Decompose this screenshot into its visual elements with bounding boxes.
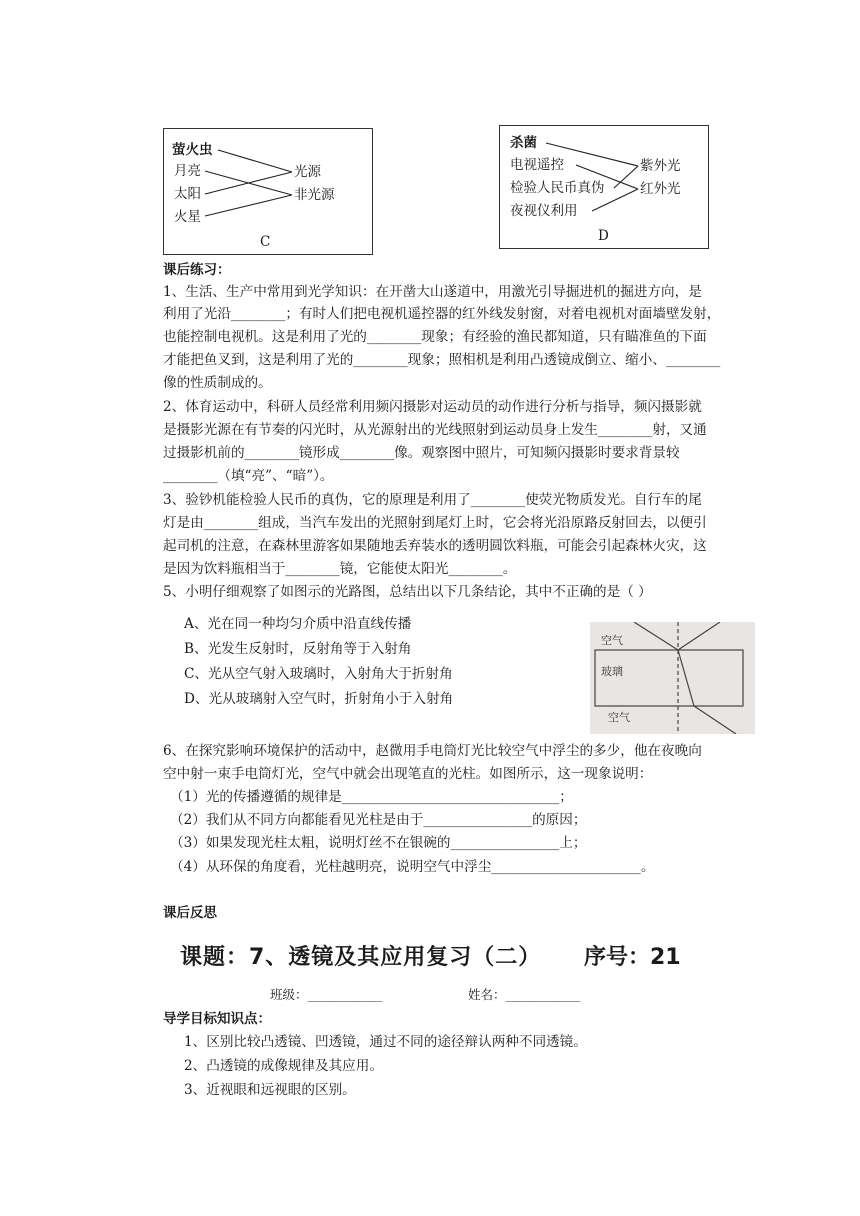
- goal-2: 2、凸透镜的成像规律及其应用。: [184, 1058, 383, 1074]
- goal-3: 3、近视眼和远视眼的区别。: [184, 1082, 356, 1098]
- q6-sub-3: （3）如果发现光柱太粗，说明灯丝不在银碗的________________上；: [170, 835, 587, 851]
- figure-label-glass: 玻璃: [601, 665, 623, 678]
- reflection-heading: 课后反思: [163, 905, 217, 921]
- homework-line-11: 灯是由________组成，当汽车发出的光照射到尾灯上时，它会将光沿原路反射回去，以便引: [163, 515, 707, 531]
- lesson-title: 课题：7、透镜及其应用复习（二）: [180, 945, 542, 970]
- class-field: 班级：____________: [270, 987, 383, 1002]
- q6-line-2: 空中射一束手电筒灯光，空气中就会出现笔直的光柱。如图所示，这一现象说明：: [163, 766, 653, 782]
- lesson-serial: 序号：21: [584, 945, 681, 970]
- diagram-c-left-1: 月亮: [174, 163, 201, 179]
- q6-sub-1: （1）光的传播遵循的规律是________________________________；: [170, 789, 573, 805]
- homework-line-6: 2、体育运动中，科研人员经常利用频闪摄影对运动员的动作进行分析与指导，频闪摄影就: [163, 399, 702, 415]
- diagram-c-right-1: 光源: [294, 164, 321, 180]
- diagram-d-left-3: 夜视仪利用: [510, 203, 578, 219]
- goal-1: 1、区别比较凸透镜、凹透镜，通过不同的途径辩认两种不同透镜。: [184, 1034, 587, 1050]
- diagram-c-left-3: 火星: [174, 209, 201, 225]
- name-field: 姓名：____________: [468, 987, 581, 1002]
- diagram-c-right-2: 非光源: [294, 187, 335, 203]
- homework-line-3: 也能控制电视机。这是利用了光的________现象；有经验的渔民都知道，只有瞄准鱼的下面: [163, 329, 707, 345]
- diagram-d-lines: [0, 0, 860, 260]
- homework-line-10: 3、验钞机能检验人民币的真伪，它的原理是利用了________使荧光物质发光。自行车的尾: [163, 492, 702, 508]
- homework-line-5: 像的性质制成的。: [163, 375, 272, 391]
- goals-heading: 导学目标知识点：: [163, 1011, 271, 1027]
- diagram-d-header: 杀菌: [510, 135, 537, 151]
- homework-line-9: ________（填“亮”、“暗”）。: [163, 468, 334, 484]
- diagram-d-right-2: 红外光: [640, 181, 681, 197]
- homework-line-2: 利用了光沿________；有时人们把电视机遥控器的红外线发射窗，对着电视机对面墙壁发射，: [163, 306, 721, 322]
- diagram-c-left-2: 太阳: [174, 186, 201, 202]
- diagram-c-caption: C: [260, 234, 271, 250]
- q6-sub-4: （4）从环保的角度看，光柱越明亮，说明空气中浮尘______________________。: [170, 859, 655, 875]
- homework-line-1: 1、生活、生产中常用到光学知识：在开凿大山遂道中，用激光引导掘进机的掘进方向，是: [163, 284, 702, 300]
- option-b: B、光发生反射时，反射角等于入射角: [184, 641, 412, 657]
- figure-label-air-top: 空气: [601, 634, 623, 647]
- homework-line-12: 起司机的注意，在森林里游客如果随地丢弃装水的透明圆饮料瓶，可能会引起森林火灾，这: [163, 538, 707, 554]
- homework-line-7: 是摄影光源在有节奏的闪光时，从光源射出的光线照射到运动员身上发生________射，又通: [163, 422, 707, 438]
- homework-line-4: 才能把鱼叉到，这是利用了光的________现象；照相机是利用凸透镜成倒立、缩小、________: [163, 352, 721, 368]
- homework-heading: 课后练习：: [163, 262, 231, 278]
- q6-line-1: 6、在探究影响环境保护的活动中，赵微用手电筒灯光比较空气中浮尘的多少，他在夜晚向: [163, 743, 702, 759]
- homework-line-14: 5、小明仔细观察了如图示的光路图，总结出以下几条结论，其中不正确的是（ ）: [163, 584, 652, 600]
- diagram-d-right-1: 紫外光: [640, 158, 681, 174]
- option-d: D、光从玻璃射入空气时，折射角小于入射角: [184, 691, 454, 707]
- option-a: A、光在同一种均匀介质中沿直线传播: [184, 616, 412, 632]
- figure-label-air-bottom: 空气: [608, 711, 630, 724]
- diagram-d-left-2: 检验人民币真伪: [510, 180, 605, 196]
- option-c: C、光从空气射入玻璃时，入射角大于折射角: [184, 666, 453, 682]
- homework-line-8: 过摄影机前的________镜形成________像。观察图中照片，可知频闪摄影时要求背景较: [163, 445, 680, 461]
- diagram-d-caption: D: [598, 228, 609, 244]
- q6-sub-2: （2）我们从不同方向都能看见光柱是由于________________的原因；: [170, 812, 587, 828]
- homework-line-13: 是因为饮料瓶相当于________镜，它能使太阳光________。: [163, 561, 517, 577]
- diagram-c-header: 萤火虫: [172, 142, 213, 158]
- diagram-d-left-1: 电视遥控: [510, 157, 564, 173]
